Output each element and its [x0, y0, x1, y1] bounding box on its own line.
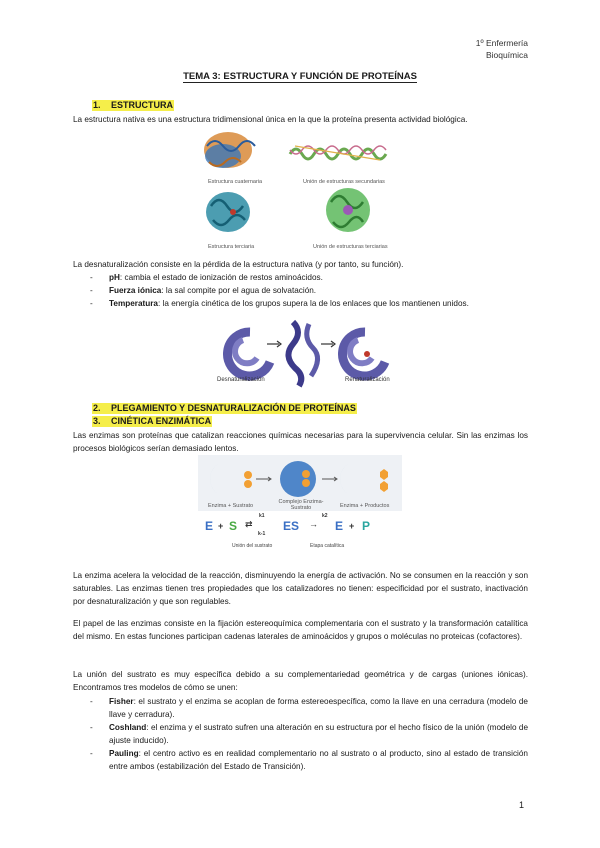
subject-label: Bioquímica: [485, 50, 528, 60]
protein-structures-figure: [195, 128, 405, 252]
paragraph-native-structure: La estructura nativa es una estructura tridimensional única en la que la proteína presenta actividad biológica.: [73, 115, 468, 124]
quaternary-structure-image: [204, 132, 255, 168]
enzyme-substrate-complex: [280, 461, 316, 497]
list-item: - Fuerza iónica: la sal compite por el agua de solvatación.: [90, 286, 317, 295]
label-enzyme-products: Enzima + Productos: [340, 503, 390, 509]
eq-product: P: [362, 519, 371, 533]
page-header: [476, 37, 528, 61]
caption-quaternary: Estructura cuaternaria: [208, 179, 263, 185]
caption-secondary-union: Unión de estructuras secundarias: [303, 179, 385, 185]
caption-renaturation: Renaturalización: [345, 377, 390, 383]
tertiary-union-image: [326, 188, 370, 232]
caption-denaturation: Desnaturalización: [217, 377, 265, 383]
paragraph-role: El papel de las enzimas consiste en la fijación estereoquímica complementaria con el sustrato y la transformación catalítica del mismo. En estas funciones participan cadenas laterales de aminoácidos y grupos o moléculas no proteicas (cofactores).: [73, 619, 528, 641]
label-binding: Unión del sustrato: [232, 543, 273, 549]
section-heading-folding: 2. PLEGAMIENTO Y DESNATURALIZACIÓN DE PROTEÍNAS: [93, 403, 356, 413]
native-protein-left: [228, 332, 270, 376]
tertiary-structure-image: [206, 192, 250, 232]
list-item: - Pauling: el centro activo es en realidad complementario no al sustrato o al producto, sino al estado de transición entre ambos (estabilización del Estado de Transición).: [90, 749, 528, 771]
native-protein-right: [343, 332, 385, 376]
list-item: - pH: cambia el estado de ionización de restos aminoácidos.: [90, 273, 323, 282]
list-item: - Coshland: el enzima y el sustrato sufren una alteración en su estructura por el hecho físico de la unión (modelo de ajuste inducido).: [90, 723, 528, 745]
caption-tertiary: Estructura terciaria: [208, 244, 255, 250]
unfolded-protein: [288, 322, 317, 386]
reaction-equation: E + S k1 ⇄ k-1 ES k2 → E + P: [205, 513, 371, 537]
eq-substrate: S: [229, 519, 238, 533]
secondary-union-image: [290, 146, 386, 160]
course-label: 1º Enfermería: [475, 38, 528, 48]
caption-tertiary-union: Unión de estructuras terciarias: [313, 244, 388, 250]
list-item: - Fisher: el sustrato y el enzima se acoplan de forma estereoespecífica, como la llave en una cerradura (modelo de llave y cerradura).: [90, 697, 528, 719]
paragraph-binding: La unión del sustrato es muy específica debido a su complementariedad geométrica y de cargas (uniones iónicas). Encontramos tres modelos de cómo se unen:: [73, 670, 528, 692]
page-number: 1: [518, 800, 524, 810]
eq-complex: ES: [283, 519, 300, 533]
paragraph-acceleration: La enzima acelera la velocidad de la reacción, disminuyendo la energía de activación. No se consumen en la reacción y son saturables. Las enzimas tienen tres propiedades que los catalizadores no tienen: especificidad por el sustrato, inactivación por desnaturalización y que son regulables.: [73, 571, 528, 606]
section-heading-structure: 1. ESTRUCTURA: [93, 100, 173, 110]
label-catalytic: Etapa catalítica: [310, 543, 345, 549]
list-item: - Temperatura: la energía cinética de los grupos supera la de los enlaces que los mantienen unidos.: [90, 299, 469, 308]
eq-enzyme-2: E: [335, 519, 344, 533]
paragraph-enzymes: Las enzimas son proteínas que catalizan reacciones químicas necesarias para la supervivencia celular. Sin las enzimas los procesos biológicos serían demasiado lentos.: [73, 431, 528, 453]
label-enzyme-substrate: Enzima + Sustrato: [208, 503, 254, 509]
label-complex: Complejo Enzima-Sustrato: [278, 499, 324, 511]
page-title: TEMA 3: ESTRUCTURA Y FUNCIÓN DE PROTEÍNAS: [183, 71, 417, 82]
section-heading-kinetics: 3. CINÉTICA ENZIMÁTICA: [93, 416, 212, 426]
paragraph-denaturation: La desnaturalización consiste en la pérdida de la estructura nativa (y por tanto, su función).: [73, 260, 404, 269]
eq-enzyme: E: [205, 519, 214, 533]
